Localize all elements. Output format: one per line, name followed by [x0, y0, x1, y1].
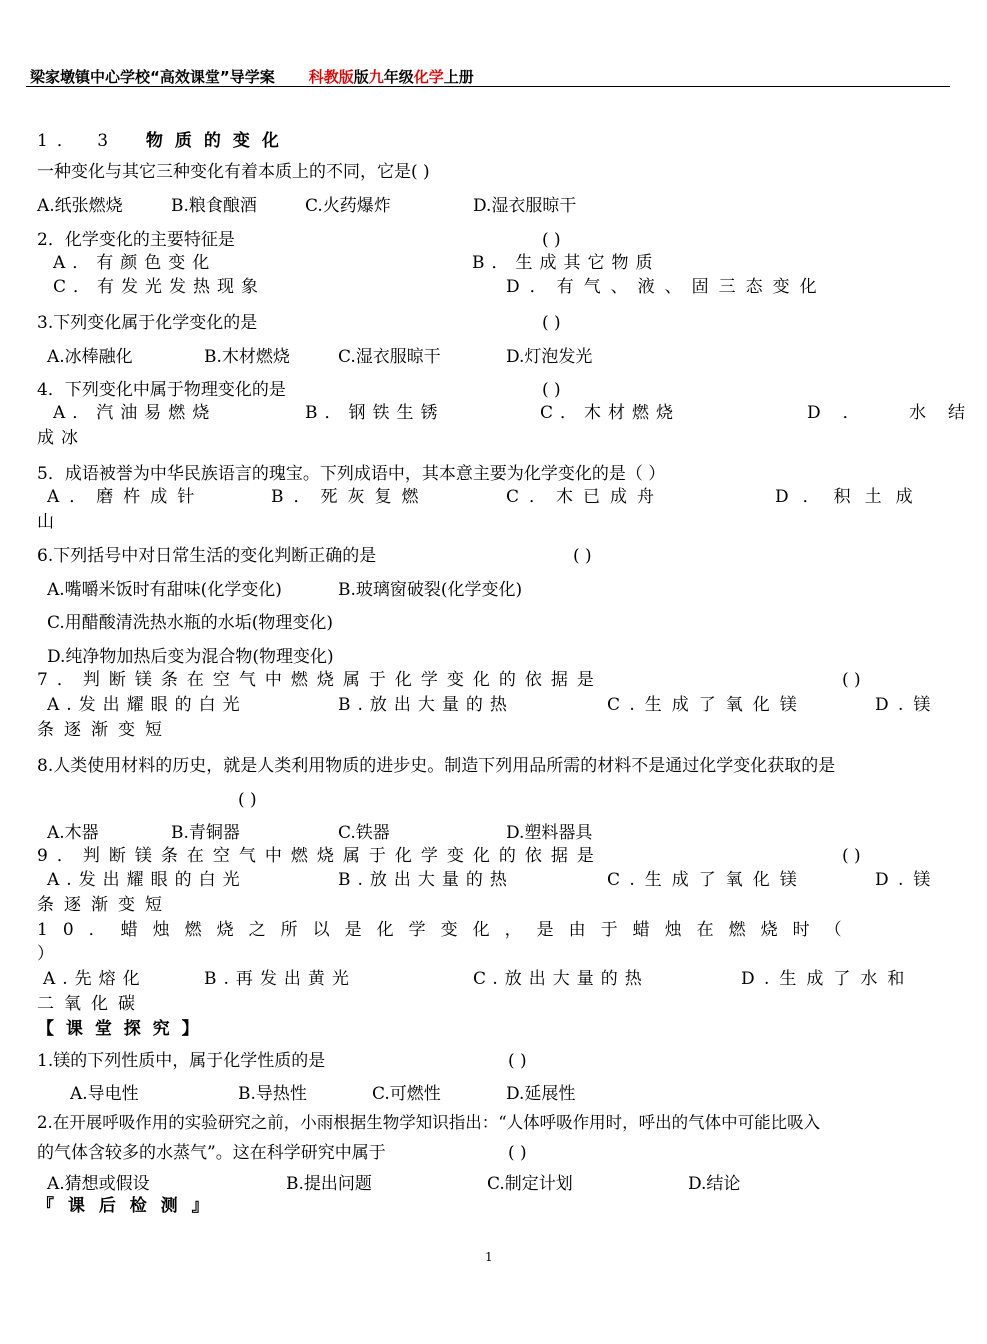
q2-paren: ( ) [542, 230, 561, 250]
q1-option-d: D.湿衣服晾干 [473, 196, 577, 216]
q8-stem: 8.人类使用材料的历史，就是人类利用物质的进步史。制造下列用品所需的材料不是通过化学变化获取的是 [37, 756, 836, 776]
q2-option-b: B．生成其它物质 [472, 253, 660, 273]
e1-option-b: B.导热性 [238, 1084, 307, 1104]
q1-stem: 一种变化与其它三种变化有着本质上的不同，它是( ) [37, 162, 430, 182]
q3-option-c: C.湿衣服晾干 [338, 347, 441, 367]
lesson-title: 1． 3 物质的变化 [37, 131, 291, 151]
e1-option-a: A.导电性 [70, 1084, 139, 1104]
e1-option-c: C.可燃性 [372, 1084, 441, 1104]
q7-option-c: C.生成了氧化镁 [607, 695, 807, 715]
q8-option-c: C.铁器 [338, 823, 390, 843]
q5-stem: 5．成语被誉为中华民族语言的瑰宝。下列成语中，其本意主要为化学变化的是（ ） [37, 464, 666, 484]
header-school: 梁家墩镇中心学校“高效课堂”导学案 [30, 68, 275, 86]
section-heading-classroom: 【 课 堂 探 究 】 [37, 1019, 202, 1039]
e1-paren: ( ) [508, 1051, 527, 1071]
q2-option-a: A．有颜色变化 [53, 253, 217, 273]
q7-option-d-cont: 条逐渐变短 [37, 720, 172, 740]
q6-option-c: C.用醋酸清洗热水瓶的水垢(物理变化) [47, 613, 334, 633]
q5-option-d-cont: 山 [37, 512, 54, 532]
q7-stem: 7．判断镁条在空气中燃烧属于化学变化的依据是 [37, 670, 603, 690]
e2-option-d: D.结论 [688, 1174, 741, 1194]
q3-option-d: D.灯泡发光 [506, 347, 593, 367]
q10-option-a: A.先熔化 [43, 969, 147, 989]
q9-option-d-cont: 条逐渐变短 [37, 895, 172, 915]
q6-option-b: B.玻璃窗破裂(化学变化) [338, 580, 523, 600]
q9-option-c: C.生成了氧化镁 [607, 870, 807, 890]
q4-paren: ( ) [542, 380, 561, 400]
q5-option-c: C．木已成舟 [506, 487, 665, 507]
e1-option-d: D.延展性 [506, 1084, 576, 1104]
e2-option-c: C.制定计划 [487, 1174, 573, 1194]
q9-stem: 9．判断镁条在空气中燃烧属于化学变化的依据是 [37, 846, 603, 866]
q5-option-d: D．积土成 [775, 487, 927, 507]
q5-option-a: A．磨杵成针 [47, 487, 205, 507]
q10-paren-close: ） [37, 944, 54, 964]
q3-option-b: B.木材燃烧 [204, 347, 290, 367]
q7-option-b: B.放出大量的热 [338, 695, 514, 715]
q8-option-b: B.青铜器 [171, 823, 240, 843]
e1-stem: 1.镁的下列性质中，属于化学性质的是 [37, 1051, 326, 1071]
e2-stem-line1: 2.在开展呼吸作用的实验研究之前，小雨根据生物学知识指出：“人体呼吸作用时，呼出的气体中可能比吸入 [37, 1113, 821, 1132]
q4-option-d-cont: 成冰 [37, 428, 85, 448]
q2-option-c: C．有发光发热现象 [53, 277, 266, 297]
q10-option-d-cont: 二氧化碳 [37, 994, 145, 1014]
header-publisher: 科教版 [308, 68, 354, 86]
q10-option-b: B.再发出黄光 [204, 969, 356, 989]
q8-option-a: A.木器 [47, 823, 99, 843]
q8-option-d: D.塑料器具 [506, 823, 593, 843]
q7-paren: ( ) [842, 670, 861, 690]
q9-option-b: B.放出大量的热 [338, 870, 514, 890]
q8-paren: ( ) [238, 790, 257, 810]
q7-option-a: A.发出耀眼的白光 [47, 695, 247, 715]
q6-option-a: A.嘴嚼米饭时有甜味(化学变化) [47, 580, 282, 600]
q3-paren: ( ) [542, 313, 561, 333]
q3-option-a: A.冰棒融化 [47, 347, 133, 367]
q9-option-d: D.镁 [875, 870, 941, 890]
header-rule [26, 86, 950, 87]
q6-stem: 6.下列括号中对日常生活的变化判断正确的是 [37, 546, 377, 566]
page-number: 1 [485, 1250, 493, 1264]
q6-paren: ( ) [573, 546, 592, 566]
q6-option-d: D.纯净物加热后变为混合物(物理变化) [47, 647, 334, 667]
q10-stem: 10．蜡烛燃烧之所以是化学变化，是由于蜡烛在燃烧时（ [37, 920, 857, 940]
q9-paren: ( ) [842, 846, 861, 866]
q1-option-b: B.粮食酿酒 [171, 196, 257, 216]
q3-stem: 3.下列变化属于化学变化的是 [37, 313, 258, 333]
q4-option-d: D． 水结 [807, 403, 987, 423]
section-heading-after-class: 『 课 后 检 测 』 [37, 1196, 213, 1216]
q1-option-a: A.纸张燃烧 [37, 196, 123, 216]
q5-option-b: B．死灰复燃 [271, 487, 429, 507]
q4-option-b: B．钢铁生锈 [305, 403, 445, 423]
q4-option-c: C．木材燃烧 [540, 403, 681, 423]
q10-option-c: C.放出大量的热 [473, 969, 649, 989]
document-header: 梁家墩镇中心学校“高效课堂”导学案 科教版版九年级化学上册 [30, 68, 474, 86]
e2-option-a: A.猜想或假设 [47, 1174, 150, 1194]
q1-option-c: C.火药爆炸 [305, 196, 391, 216]
q4-stem: 4．下列变化中属于物理变化的是 [37, 380, 286, 400]
q4-option-a: A．汽油易燃烧 [53, 403, 217, 423]
e2-paren: ( ) [508, 1143, 527, 1163]
q10-option-d: D.生成了水和 [741, 969, 915, 989]
q2-option-d: D．有气、液、固三态变化 [506, 277, 827, 297]
q9-option-a: A.发出耀眼的白光 [47, 870, 247, 890]
q7-option-d: D.镁 [875, 695, 941, 715]
e2-stem-line2: 的气体含较多的水蒸气”。这在科学研究中属于 [37, 1143, 386, 1163]
e2-option-b: B.提出问题 [286, 1174, 372, 1194]
q2-stem: 2．化学变化的主要特征是 [37, 230, 235, 250]
